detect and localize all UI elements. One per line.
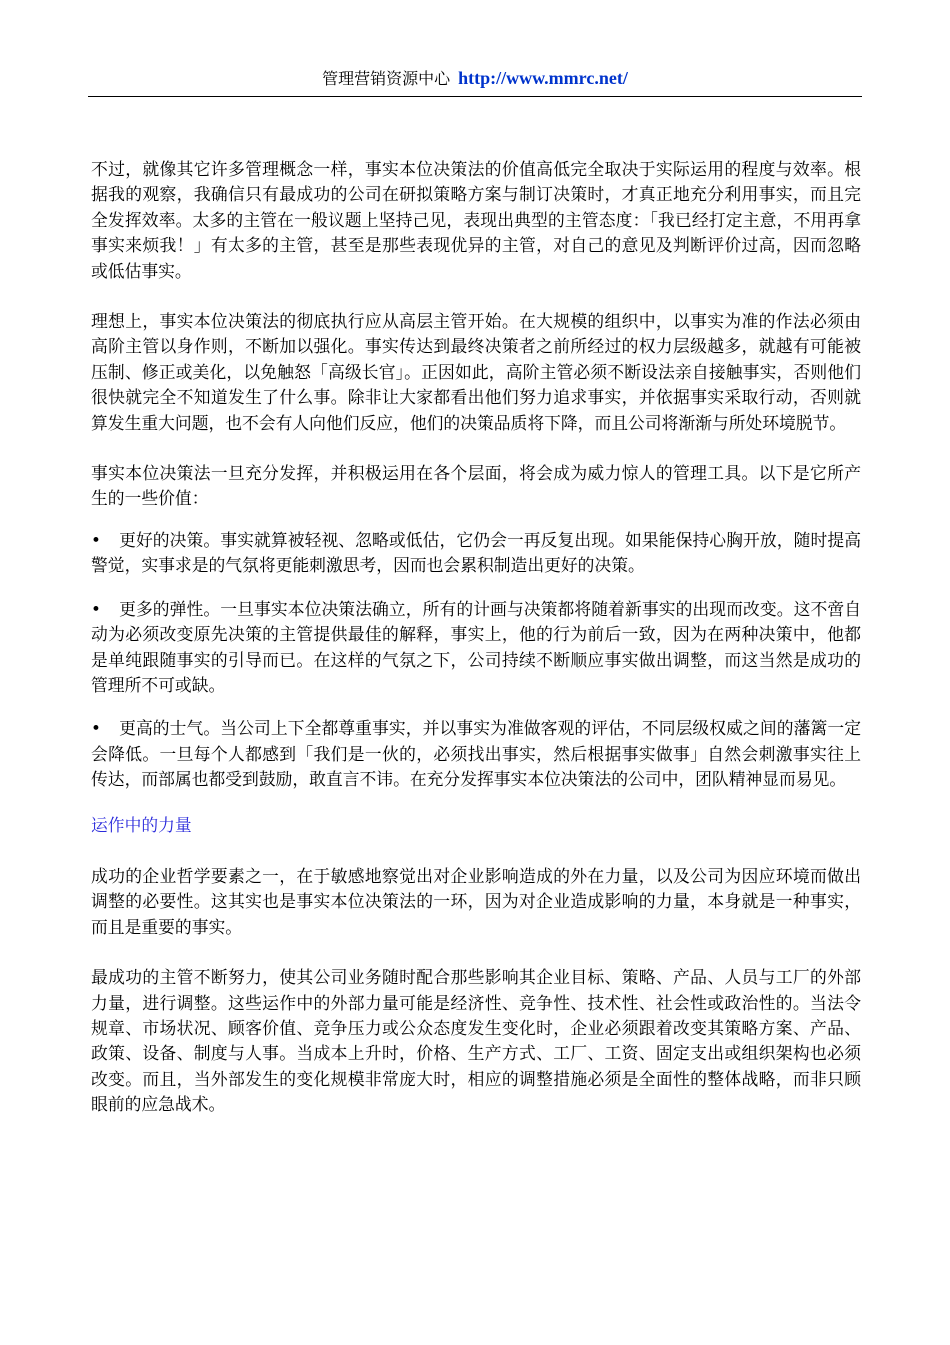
section-paragraph-2: 最成功的主管不断努力，使其公司业务随时配合那些影响其企业目标、策略、产品、人员与工厂的外部力量，进行调整。这些运作中的外部力量可能是经济性、竞争性、技术性、社会性或政治性的。当法令规章、市场状况、顾客价值、竞争压力或公众态度发生变化时，企业必须跟着改变其策略方案、产品、政策、设备、制度与人事。当成本上升时，价格、生产方式、工厂、工资、固定支出或组织架构也必须改变。而且，当外部发生的变化规模非常庞大时，相应的调整措施必须是全面性的整体战略，而非只顾眼前的应急战术。 <box>91 967 861 1115</box>
paragraph-1: 不过，就像其它许多管理概念一样，事实本位决策法的价值高低完全取决于实际运用的程度与效率。根据我的观察，我确信只有最成功的公司在研拟策略方案与制订决策时，才真正地充分利用事实，而且完全发挥效率。太多的主管在一般议题上坚持己见，表现出典型的主管态度：「我已经打定主意，不用再拿事实来烦我！」有太多的主管，甚至是那些表现优异的主管，对自己的意见及判断评价过高，因而忽略或低估事实。 <box>91 159 861 281</box>
bullet-marker: • <box>91 598 101 619</box>
document-body <box>91 157 861 1143</box>
bullet-marker: • <box>91 529 101 550</box>
paragraph-3: 事实本位决策法一旦充分发挥，并积极运用在各个层面，将会成为威力惊人的管理工具。以下是它所产生的一些价值： <box>91 463 861 509</box>
bullet-text: 更多的弹性。一旦事实本位决策法确立，所有的计画与决策都将随着新事实的出现而改变。这不啻自动为必须改变原先决策的主管提供最佳的解释，事实上，他的行为前后一致，因为在两种决策中，他都是单纯跟随事实的引导而已。在这样的气氛之下，公司持续不断顺应事实做出调整，而这当然是成功的管理所不可或缺。 <box>91 598 861 695</box>
header-url-link[interactable]: http://www.mmrc.net/ <box>458 68 628 88</box>
page-header <box>88 66 862 97</box>
bullet-marker: • <box>91 718 101 739</box>
paragraph-2: 理想上，事实本位决策法的彻底执行应从高层主管开始。在大规模的组织中，以事实为准的作法必须由高阶主管以身作则，不断加以强化。事实传达到最终决策者之前所经过的权力层级越多，就越有可能被压制、修正或美化，以免触怒「高级长官」。正因如此，高阶主管必须不断设法亲自接触事实，否则他们很快就完全不知道发生了什么事。除非让大家都看出他们努力追求事实，并依据事实采取行动，否则就算发生重大问题，也不会有人向他们反应，他们的决策品质将下降，而且公司将渐渐与所处环境脱节。 <box>91 311 861 433</box>
bullet-item-higher-morale <box>91 716 861 792</box>
bullet-item-more-flexibility <box>91 597 861 699</box>
header-org-name: 管理营销资源中心 <box>322 69 451 88</box>
section-paragraph-1: 成功的企业哲学要素之一，在于敏感地察觉出对企业影响造成的外在力量，以及公司为因应环境而做出调整的必要性。这其实也是事实本位决策法的一环，因为对企业造成影响的力量，本身就是一种事实，而且是重要的事实。 <box>91 865 861 937</box>
bullet-text: 更好的决策。事实就算被轻视、忽略或低估，它仍会一再反复出现。如果能保持心胸开放，随时提高警觉，实事求是的气氛将更能刺激思考，因而也会累积制造出更好的决策。 <box>91 529 861 576</box>
bullet-text: 更高的士气。当公司上下全都尊重事实，并以事实为准做客观的评估，不同层级权威之间的藩篱一定会降低。一旦每个人都感到「我们是一伙的，必须找出事实，然后根据事实做事」自然会刺激事实往上传达，而部属也都受到鼓励，敢直言不讳。在充分发挥事实本位决策法的公司中，团队精神显而易见。 <box>91 718 861 790</box>
bullet-item-better-decisions <box>91 528 861 579</box>
section-heading: 运作中的力量 <box>91 814 192 835</box>
